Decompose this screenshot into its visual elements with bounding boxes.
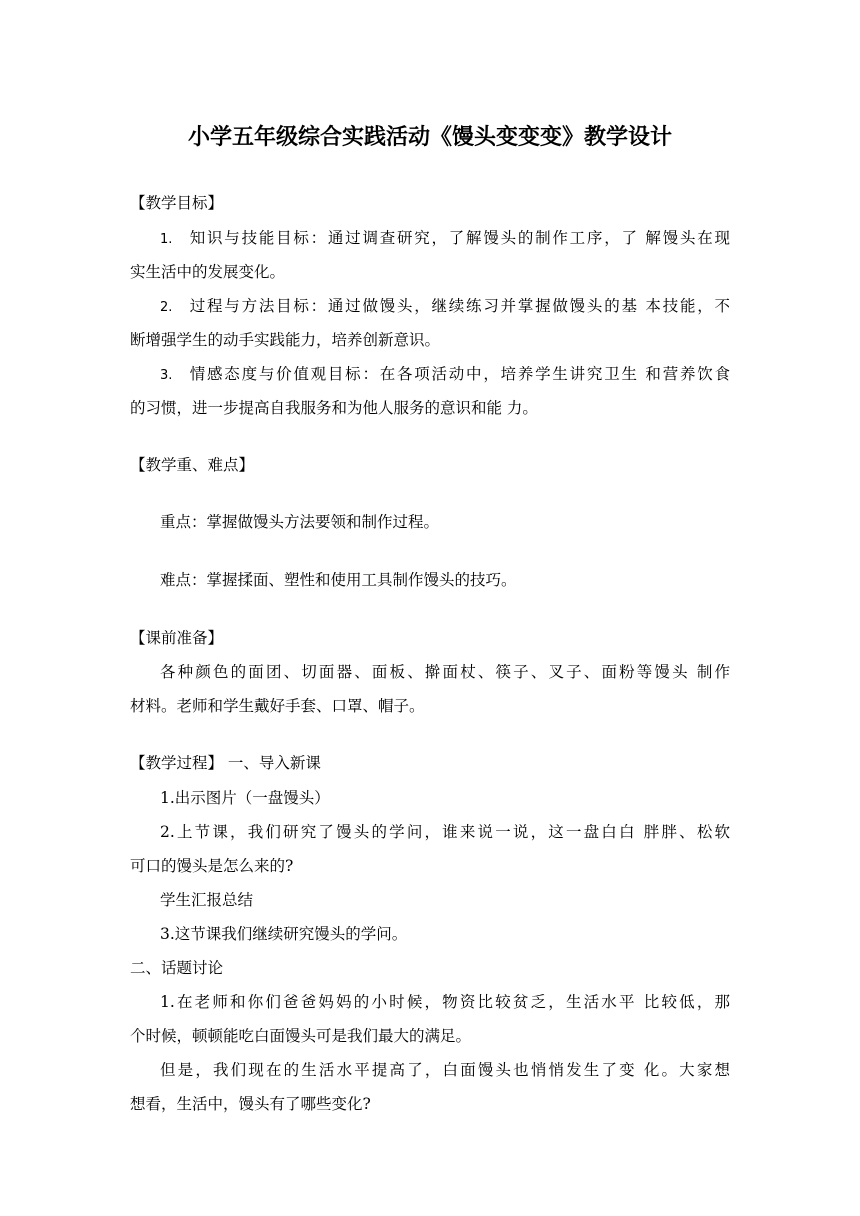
goal-item-1-line-2: 实生活中的发展变化。	[130, 263, 286, 281]
process-step-2-line-2: 可口的馒头是怎么来的?	[130, 857, 294, 875]
key-points-heading: 【教学重、难点】	[130, 456, 255, 474]
process-step-1: 1.出示图片（一盘馒头）	[160, 789, 330, 807]
goal-item-1-number: 1.	[160, 232, 173, 247]
process-heading: 【教学过程】 一、导入新课	[130, 754, 321, 772]
discussion-1-line-2: 个时候，顿顿能吃白面馒头可是我们最大的满足。	[130, 1027, 472, 1045]
discussion-2-line-2: 想看，生活中，馒头有了哪些变化?	[130, 1095, 371, 1113]
preparation-heading: 【课前准备】	[130, 629, 224, 647]
discussion-2-line-1: 但是，我们现在的生活水平提高了，白面馒头也悄悄发生了变 化。大家想	[160, 1061, 730, 1079]
goal-item-1-line-1: 1. 知识与技能目标：通过调查研究，了解馒头的制作工序，了 解馒头在现	[160, 228, 730, 250]
goal-item-2-number: 2.	[160, 300, 173, 315]
discussion-heading: 二、话题讨论	[130, 959, 224, 977]
goal-item-3-line-1: 3. 情感态度与价值观目标：在各项活动中，培养学生讲究卫生 和营养饮食	[160, 364, 730, 386]
goals-heading: 【教学目标】	[130, 194, 224, 212]
key-point-difficulty: 难点：掌握揉面、塑性和使用工具制作馒头的技巧。	[160, 571, 517, 589]
goal-item-2-line-2: 断增强学生的动手实践能力，培养创新意识。	[130, 331, 441, 349]
preparation-line-1: 各种颜色的面团、切面器、面板、擀面杖、筷子、叉子、面粉等馒头 制作	[160, 663, 730, 681]
preparation-line-2: 材料。老师和学生戴好手套、口罩、帽子。	[130, 697, 425, 715]
goal-item-3-number: 3.	[160, 368, 173, 383]
process-step-2-line-1: 2.上节课，我们研究了馒头的学问，谁来说一说，这一盘白白 胖胖、松软	[160, 823, 730, 841]
goal-item-2-line-1: 2. 过程与方法目标：通过做馒头，继续练习并掌握做馒头的基 本技能，不	[160, 296, 730, 318]
key-point-focus: 重点：掌握做馒头方法要领和制作过程。	[160, 513, 440, 531]
discussion-1-line-1: 1.在老师和你们爸爸妈妈的小时候，物资比较贫乏，生活水平 比较低，那	[160, 993, 730, 1011]
page-title: 小学五年级综合实践活动《馒头变变变》教学设计	[187, 125, 672, 150]
goal-item-3-line-2: 的习惯，进一步提高自我服务和为他人服务的意识和能 力。	[130, 399, 538, 417]
process-student-report: 学生汇报总结	[160, 891, 254, 909]
process-step-3: 3.这节课我们继续研究馒头的学问。	[160, 925, 408, 943]
